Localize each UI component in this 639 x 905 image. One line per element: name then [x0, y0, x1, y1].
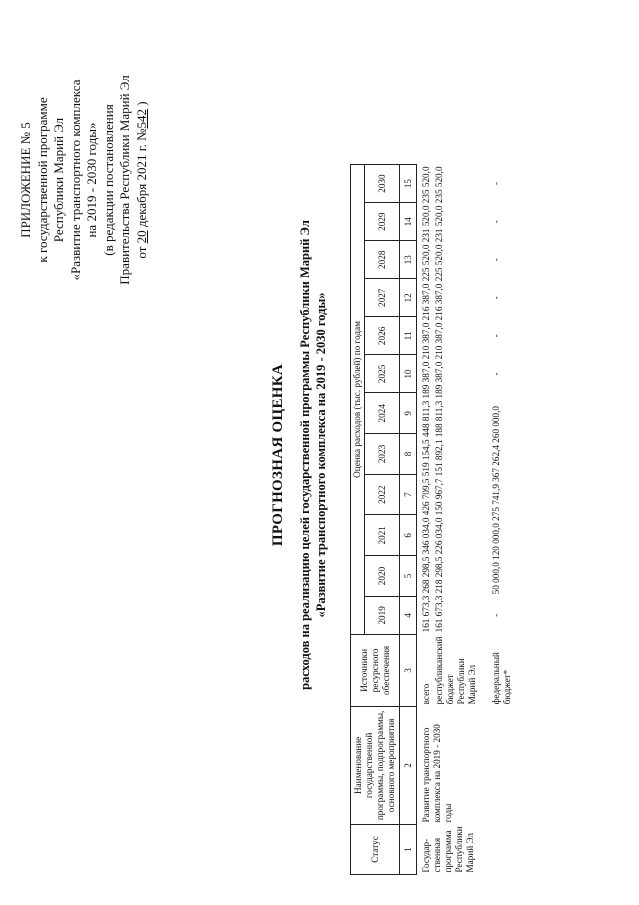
cell-value: 189 387,0: [421, 361, 431, 399]
cell-value: 120 000,0: [491, 523, 501, 560]
appendix-line: на 2019 - 2030 годы»: [84, 122, 99, 238]
cell-value: 161 673,3: [434, 595, 444, 633]
cell-value: 216 387,0: [421, 283, 431, 321]
column-number: 12: [400, 279, 417, 317]
column-number: 4: [400, 596, 417, 634]
header-year: 2026: [365, 317, 400, 355]
header-status: Статус: [351, 824, 400, 874]
column-number: 10: [400, 355, 417, 393]
header-name: Наименование государственной программы, подпрограммы, основного мероприятия: [351, 706, 400, 824]
header-year: 2030: [365, 164, 400, 202]
cell-program-name: Развитие транспортного комплекса на 2019 - 2030 годы: [421, 724, 453, 823]
column-number: 7: [400, 474, 417, 515]
header-year: 2023: [365, 434, 400, 475]
cell-value: 210 387,0: [421, 322, 431, 360]
column-number: 6: [400, 515, 417, 556]
table-row: [417, 164, 434, 874]
cell-source: республиканский бюджет Республики Марий Эл: [434, 636, 477, 705]
cell-value: 367 262,4: [491, 445, 501, 482]
appendix-line: к государственной программе: [34, 97, 50, 263]
column-number: 9: [400, 393, 417, 434]
cell-value: 519 154,5: [421, 439, 431, 477]
cell-value: -: [491, 182, 501, 186]
cell-value: -: [491, 372, 501, 376]
cell-value: 218 298,5: [434, 556, 444, 594]
document-subtitle-line-1: расходов на реализацию целей государственной программы Республики Марий Эл: [298, 220, 312, 690]
document-title: ПРОГНОЗНАЯ ОЦЕНКА: [270, 363, 286, 547]
appendix-line: (в редакции постановления: [100, 104, 116, 256]
header-year: 2029: [365, 203, 400, 241]
cell-value: 151 892,1: [434, 439, 444, 477]
date-day: 20: [133, 230, 149, 244]
column-number: 3: [400, 634, 417, 706]
appendix-line: Правительства Республики Марий Эл: [117, 75, 132, 285]
title-block: [270, 65, 329, 845]
column-number: 14: [400, 203, 417, 241]
column-number: 1: [400, 824, 417, 874]
header-estimate: Оценка расходов (тыс. рублей) по годам: [351, 164, 365, 634]
expense-estimate-table: [350, 164, 514, 875]
cell-value: 210 387,0: [434, 322, 444, 360]
document-page: [0, 10, 629, 905]
cell-value: 235 520,0: [434, 166, 444, 204]
column-number: 13: [400, 241, 417, 279]
cell-value: 216 387,0: [434, 283, 444, 321]
cell-value: 189 387,0: [434, 361, 444, 399]
cell-values-federal: [479, 393, 514, 596]
date-prefix: от: [133, 246, 149, 259]
cell-value: 225 520,0: [421, 244, 431, 282]
column-number: 5: [400, 556, 417, 597]
appendix-line: ПРИЛОЖЕНИЕ № 5: [18, 122, 33, 238]
appendix-line: Республики Марий Эл: [51, 117, 66, 243]
cell-value: 346 034,0: [421, 517, 431, 555]
cell-value: 268 298,5: [421, 556, 431, 594]
cell-value: 225 520,0: [434, 244, 444, 282]
cell-values-total: [417, 164, 434, 634]
cell-value: 226 034,0: [434, 517, 444, 555]
cell-value: -: [491, 296, 501, 300]
cell-values-regional: [433, 164, 479, 634]
header-year: 2028: [365, 241, 400, 279]
header-year: 2019: [365, 596, 400, 634]
cell-value: 150 967,7: [434, 478, 444, 516]
header-source: Источники ресурсного обеспечения: [351, 634, 400, 706]
header-year: 2027: [365, 279, 400, 317]
cell-source: федеральный бюджет*: [491, 652, 512, 705]
cell-value: 426 709,5: [421, 478, 431, 516]
cell-value: 260 000,0: [491, 405, 501, 443]
cell-value: -: [491, 334, 501, 338]
appendix-block: [18, 30, 150, 330]
column-number: 11: [400, 317, 417, 355]
cell-value: 231 520,0: [434, 205, 444, 243]
cell-value: 448 811,3: [421, 400, 431, 438]
cell-value: 231 520,0: [421, 205, 431, 243]
column-number: 8: [400, 434, 417, 475]
cell-value: -: [491, 220, 501, 224]
decree-number: 542: [133, 108, 149, 129]
cell-value: -: [491, 613, 501, 617]
header-year: 2020: [365, 556, 400, 597]
date-month-year: декабря 2021 г. №: [133, 128, 149, 228]
header-year: 2021: [365, 515, 400, 556]
appendix-line: «Развитие транспортного комплекса: [67, 79, 83, 281]
column-number: 15: [400, 164, 417, 202]
appendix-date-line: [134, 30, 151, 330]
document-subtitle-line-2: «Развитие транспортного комплекса на 2019 - 2030 годы»: [314, 292, 328, 618]
cell-value: 235 520,0: [421, 166, 431, 204]
column-number: 2: [400, 706, 417, 824]
header-year: 2025: [365, 355, 400, 393]
cell-status: Государ-ственная программа Республики Марий Эл: [421, 826, 475, 873]
cell-value: 188 811,3: [434, 400, 444, 438]
cell-source: всего: [421, 683, 431, 705]
header-year: 2024: [365, 393, 400, 434]
closing-paren: ): [133, 101, 149, 106]
cell-value: 161 673,3: [421, 595, 431, 633]
header-year: 2022: [365, 474, 400, 515]
cell-value: -: [491, 258, 501, 262]
cell-value: 50 000,0: [491, 562, 501, 595]
cell-value: 275 741,9: [491, 484, 501, 521]
